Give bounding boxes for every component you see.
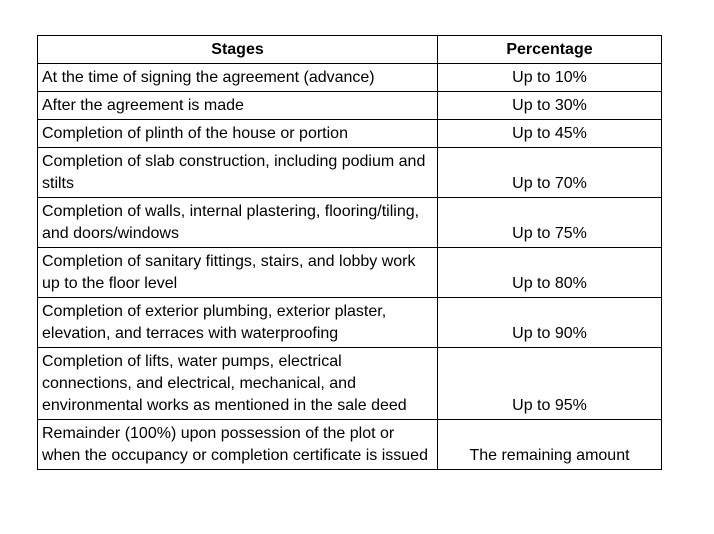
table-row [38,64,662,92]
percentage-column-header: Percentage [438,36,662,64]
payment-stages-table [37,35,662,470]
stage-cell: Completion of sanitary fittings, stairs, and lobby work up to the floor level [38,248,438,298]
table-row [38,348,662,420]
stage-cell: Completion of slab construction, including podium and stilts [38,148,438,198]
table-header [38,36,662,64]
header-row [38,36,662,64]
percentage-cell: Up to 70% [438,148,662,198]
percentage-cell: Up to 95% [438,348,662,420]
table-row [38,248,662,298]
percentage-cell: The remaining amount [438,420,662,470]
table-row [38,148,662,198]
stage-cell: Completion of walls, internal plastering, flooring/tiling, and doors/windows [38,198,438,248]
table-row [38,420,662,470]
percentage-cell: Up to 75% [438,198,662,248]
stage-cell: After the agreement is made [38,92,438,120]
percentage-cell: Up to 90% [438,298,662,348]
stage-cell: Completion of plinth of the house or portion [38,120,438,148]
percentage-cell: Up to 80% [438,248,662,298]
percentage-cell: Up to 10% [438,64,662,92]
stages-column-header: Stages [38,36,438,64]
table-row [38,120,662,148]
table-body [38,64,662,470]
stage-cell: Completion of lifts, water pumps, electrical connections, and electrical, mechanical, and environmental works as mentioned in the sale deed [38,348,438,420]
stage-cell: At the time of signing the agreement (advance) [38,64,438,92]
stage-cell: Completion of exterior plumbing, exterior plaster, elevation, and terraces with waterproofing [38,298,438,348]
stage-cell: Remainder (100%) upon possession of the plot or when the occupancy or completion certificate is issued [38,420,438,470]
percentage-cell: Up to 45% [438,120,662,148]
percentage-cell: Up to 30% [438,92,662,120]
table-row [38,198,662,248]
table-row [38,298,662,348]
table-row [38,92,662,120]
